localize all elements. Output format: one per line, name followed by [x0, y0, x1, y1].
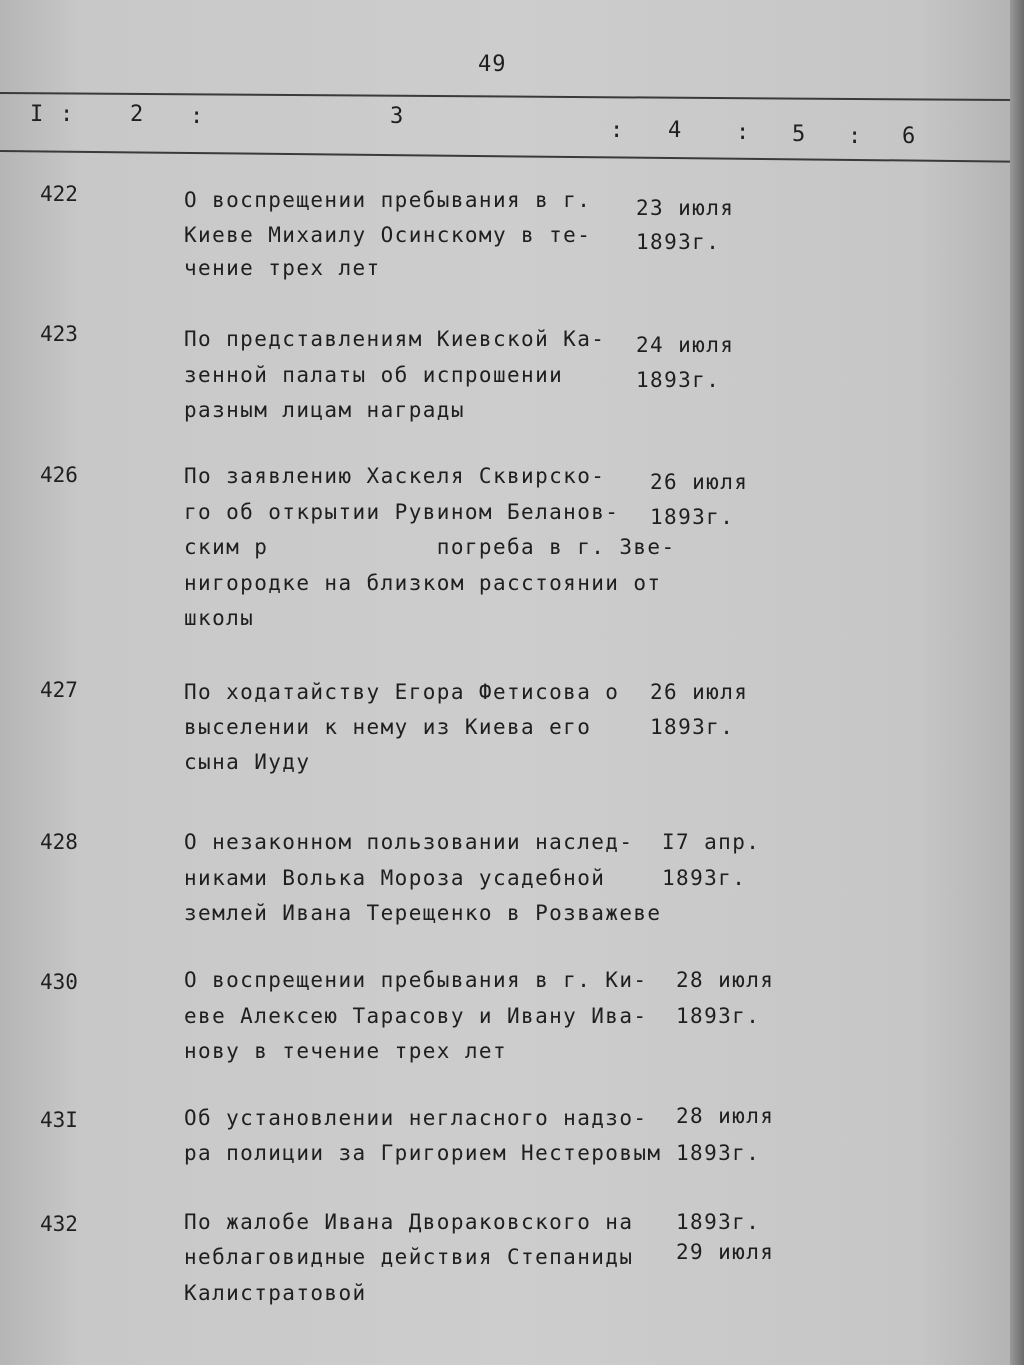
- entry-number: 43I: [40, 1108, 78, 1132]
- entry-date-year: 1893г.: [650, 505, 735, 529]
- entry-text-line: школы: [184, 606, 255, 630]
- entry-text-line: По ходатайству Егора Фетисова о: [184, 680, 620, 704]
- column-header-2: 2: [130, 102, 144, 127]
- column-separator: :: [190, 104, 204, 129]
- entry-text-line: О воспрещении пребывания в г.: [184, 188, 592, 212]
- entry-text-line: го об открытии Рувином Беланов-: [184, 500, 620, 524]
- entry-text-line: ра полиции за Григорием Нестеровым: [184, 1141, 662, 1165]
- page-edge: [1010, 0, 1024, 1365]
- column-separator: :: [736, 120, 750, 145]
- entry-number: 426: [40, 463, 78, 487]
- entry-number: 422: [40, 182, 78, 206]
- page-number: 49: [478, 52, 507, 77]
- entry-date-day: 28 июля: [676, 968, 775, 992]
- entry-text-line: Об установлении негласного надзо-: [184, 1106, 648, 1130]
- entry-text-line: О воспрещении пребывания в г. Ки-: [184, 968, 648, 992]
- entry-text-line: выселении к нему из Киева его: [184, 715, 592, 739]
- header-bottom-rule: [0, 150, 1010, 163]
- column-header-4: 4: [668, 118, 682, 143]
- entry-date-day: 28 июля: [676, 1104, 775, 1128]
- entry-date-year: 1893г.: [676, 1004, 761, 1028]
- entry-date-year: 1893г.: [662, 866, 747, 890]
- entry-text-line: нову в течение трех лет: [184, 1039, 507, 1063]
- column-header-1: I: [30, 102, 44, 127]
- entry-text-line: ским р погреба в г. Зве-: [184, 535, 676, 559]
- entry-date-day: 29 июля: [676, 1240, 775, 1264]
- entry-date-year: 1893г.: [650, 715, 735, 739]
- entry-date-day: I7 апр.: [662, 830, 761, 854]
- entry-text-line: нигородке на близком расстоянии от: [184, 571, 662, 595]
- header-top-rule: [0, 92, 1010, 101]
- entry-text-line: По жалобе Ивана Двораковского на: [184, 1210, 634, 1234]
- entry-text-line: разным лицам награды: [184, 398, 465, 422]
- entry-date-day: 23 июля: [636, 196, 735, 220]
- entry-date-year: 1893г.: [636, 230, 721, 254]
- entry-text-line: Киеве Михаилу Осинскому в те-: [184, 223, 592, 247]
- entry-text-line: еве Алексею Тарасову и Ивану Ива-: [184, 1004, 648, 1028]
- entry-date-year: 1893г.: [676, 1141, 761, 1165]
- entry-text-line: зенной палаты об испрошении: [184, 363, 564, 387]
- entry-text-line: О незаконном пользовании наслед-: [184, 830, 634, 854]
- column-separator: :: [60, 102, 74, 127]
- entry-number: 430: [40, 970, 78, 994]
- entry-text-line: неблаговидные действия Степаниды: [184, 1245, 634, 1269]
- entry-date-year: 1893г.: [676, 1210, 761, 1234]
- entry-text-line: землей Ивана Терещенко в Розважеве: [184, 901, 662, 925]
- entry-date-year: 1893г.: [636, 368, 721, 392]
- entry-number: 432: [40, 1212, 78, 1236]
- column-header-3: 3: [390, 104, 404, 129]
- column-header-5: 5: [792, 122, 806, 147]
- entry-number: 423: [40, 322, 78, 346]
- entry-text-line: По заявлению Хаскеля Сквирско-: [184, 464, 606, 488]
- entry-text-line: По представлениям Киевской Ка-: [184, 327, 606, 351]
- entry-date-day: 26 июля: [650, 680, 749, 704]
- entry-date-day: 24 июля: [636, 333, 735, 357]
- entry-number: 427: [40, 678, 78, 702]
- entry-text-line: чение трех лет: [184, 256, 381, 280]
- entry-text-line: никами Волька Мороза усадебной: [184, 866, 606, 890]
- entry-text-line: сына Иуду: [184, 750, 311, 774]
- entry-number: 428: [40, 830, 78, 854]
- column-header-6: 6: [902, 124, 916, 149]
- column-separator: :: [848, 124, 862, 149]
- entry-text-line: Калистратовой: [184, 1281, 367, 1305]
- entry-date-day: 26 июля: [650, 470, 749, 494]
- column-separator: :: [610, 118, 624, 143]
